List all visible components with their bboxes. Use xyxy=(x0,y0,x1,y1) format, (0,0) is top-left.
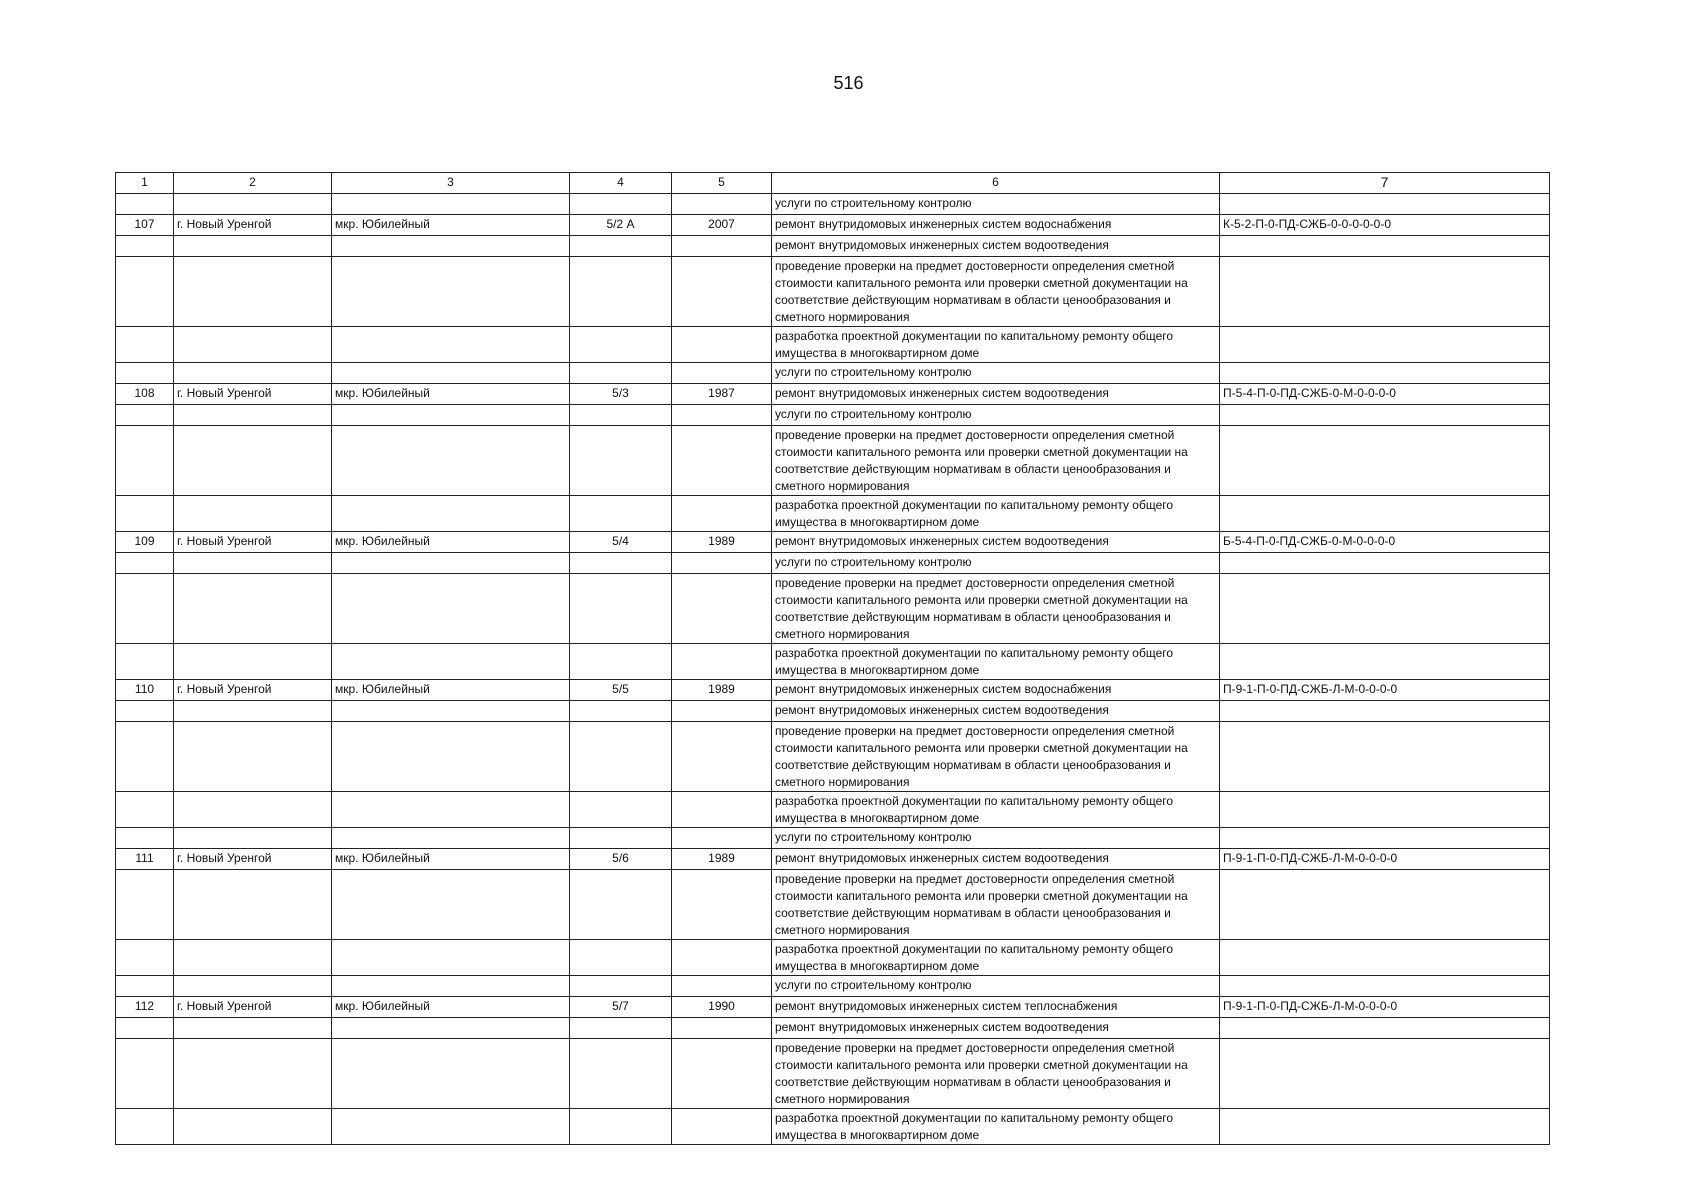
district-cell xyxy=(332,940,570,976)
table-row xyxy=(116,194,1550,215)
code-cell xyxy=(1220,792,1550,828)
table-row xyxy=(116,363,1550,384)
table-body xyxy=(116,194,1550,1145)
house-number-cell xyxy=(570,553,672,574)
code-cell xyxy=(1220,940,1550,976)
page-number: 516 xyxy=(833,73,864,93)
district-cell xyxy=(332,1039,570,1109)
column-header: 2 xyxy=(174,173,332,194)
house-number-cell: 5/6 xyxy=(570,849,672,870)
year-cell: 2007 xyxy=(672,215,772,236)
year-cell xyxy=(672,426,772,496)
code-cell: П-5-4-П-0-ПД-СЖБ-0-М-0-0-0-0 xyxy=(1220,384,1550,405)
code-cell xyxy=(1220,553,1550,574)
work-type-cell: услуги по строительному контролю xyxy=(772,363,1220,384)
code-cell: П-9-1-П-0-ПД-СЖБ-Л-М-0-0-0-0 xyxy=(1220,997,1550,1018)
row-number-cell xyxy=(116,1109,174,1145)
row-number-cell xyxy=(116,405,174,426)
code-cell xyxy=(1220,1109,1550,1145)
table-row xyxy=(116,1018,1550,1039)
year-cell: 1989 xyxy=(672,849,772,870)
district-cell: мкр. Юбилейный xyxy=(332,849,570,870)
row-number-cell xyxy=(116,792,174,828)
code-cell xyxy=(1220,327,1550,363)
city-cell xyxy=(174,644,332,680)
work-type-cell: разработка проектной документации по капитальному ремонту общего имущества в многоквартирном доме xyxy=(772,940,1220,976)
row-number-cell xyxy=(116,940,174,976)
house-number-cell xyxy=(570,1109,672,1145)
house-number-cell xyxy=(570,194,672,215)
row-number-cell: 110 xyxy=(116,680,174,701)
row-number-cell xyxy=(116,553,174,574)
work-type-cell: ремонт внутридомовых инженерных систем водоснабжения xyxy=(772,215,1220,236)
city-cell xyxy=(174,1109,332,1145)
year-cell xyxy=(672,574,772,644)
work-type-cell: разработка проектной документации по капитальному ремонту общего имущества в многоквартирном доме xyxy=(772,644,1220,680)
district-cell xyxy=(332,496,570,532)
house-number-cell xyxy=(570,426,672,496)
row-number-cell xyxy=(116,644,174,680)
table-row xyxy=(116,976,1550,997)
house-number-cell: 5/5 xyxy=(570,680,672,701)
table-row xyxy=(116,257,1550,327)
year-cell: 1989 xyxy=(672,532,772,553)
house-number-cell xyxy=(570,644,672,680)
table-row xyxy=(116,384,1550,405)
code-cell xyxy=(1220,426,1550,496)
table-row xyxy=(116,496,1550,532)
district-cell xyxy=(332,792,570,828)
code-cell xyxy=(1220,257,1550,327)
row-number-cell: 112 xyxy=(116,997,174,1018)
row-number-cell xyxy=(116,828,174,849)
work-type-cell: ремонт внутридомовых инженерных систем теплоснабжения xyxy=(772,997,1220,1018)
district-cell xyxy=(332,644,570,680)
code-cell: П-9-1-П-0-ПД-СЖБ-Л-М-0-0-0-0 xyxy=(1220,680,1550,701)
city-cell xyxy=(174,976,332,997)
city-cell xyxy=(174,574,332,644)
work-type-cell: разработка проектной документации по капитальному ремонту общего имущества в многоквартирном доме xyxy=(772,327,1220,363)
work-type-cell: ремонт внутридомовых инженерных систем водоотведения xyxy=(772,532,1220,553)
district-cell xyxy=(332,236,570,257)
row-number-cell: 111 xyxy=(116,849,174,870)
city-cell xyxy=(174,496,332,532)
code-cell xyxy=(1220,574,1550,644)
work-type-cell: услуги по строительному контролю xyxy=(772,194,1220,215)
year-cell xyxy=(672,828,772,849)
district-cell: мкр. Юбилейный xyxy=(332,680,570,701)
district-cell: мкр. Юбилейный xyxy=(332,532,570,553)
year-cell xyxy=(672,553,772,574)
work-type-cell: ремонт внутридомовых инженерных систем водоотведения xyxy=(772,701,1220,722)
year-cell xyxy=(672,236,772,257)
district-cell xyxy=(332,553,570,574)
district-cell: мкр. Юбилейный xyxy=(332,997,570,1018)
row-number-cell xyxy=(116,870,174,940)
district-cell xyxy=(332,327,570,363)
house-number-cell xyxy=(570,701,672,722)
year-cell: 1987 xyxy=(672,384,772,405)
house-number-cell: 5/3 xyxy=(570,384,672,405)
column-header: 4 xyxy=(570,173,672,194)
year-cell xyxy=(672,792,772,828)
table-row xyxy=(116,426,1550,496)
house-number-cell xyxy=(570,327,672,363)
column-header: 6 xyxy=(772,173,1220,194)
column-header: 7 xyxy=(1220,173,1550,194)
city-cell: г. Новый Уренгой xyxy=(174,532,332,553)
row-number-cell: 108 xyxy=(116,384,174,405)
work-type-cell: ремонт внутридомовых инженерных систем водоотведения xyxy=(772,1018,1220,1039)
work-type-cell: проведение проверки на предмет достоверности определения сметной стоимости капитального ремонта или проверки сметной документации на соответствие действующим нормативам в области ценообразования и сметного нормирования xyxy=(772,870,1220,940)
code-cell xyxy=(1220,1039,1550,1109)
house-number-cell xyxy=(570,363,672,384)
year-cell xyxy=(672,363,772,384)
city-cell xyxy=(174,828,332,849)
table-row xyxy=(116,1109,1550,1145)
code-cell xyxy=(1220,405,1550,426)
house-number-cell xyxy=(570,405,672,426)
code-cell xyxy=(1220,236,1550,257)
city-cell xyxy=(174,701,332,722)
city-cell: г. Новый Уренгой xyxy=(174,849,332,870)
city-cell xyxy=(174,236,332,257)
work-type-cell: разработка проектной документации по капитальному ремонту общего имущества в многоквартирном доме xyxy=(772,792,1220,828)
row-number-cell xyxy=(116,496,174,532)
code-cell xyxy=(1220,363,1550,384)
district-cell: мкр. Юбилейный xyxy=(332,215,570,236)
work-type-cell: ремонт внутридомовых инженерных систем водоотведения xyxy=(772,384,1220,405)
table-row xyxy=(116,870,1550,940)
row-number-cell xyxy=(116,327,174,363)
table-row xyxy=(116,405,1550,426)
district-cell xyxy=(332,363,570,384)
code-cell xyxy=(1220,976,1550,997)
table-row xyxy=(116,236,1550,257)
house-number-cell xyxy=(570,236,672,257)
code-cell xyxy=(1220,194,1550,215)
table-row xyxy=(116,644,1550,680)
year-cell xyxy=(672,644,772,680)
table-row xyxy=(116,997,1550,1018)
city-cell xyxy=(174,257,332,327)
row-number-cell: 107 xyxy=(116,215,174,236)
city-cell xyxy=(174,870,332,940)
year-cell xyxy=(672,1039,772,1109)
row-number-cell xyxy=(116,722,174,792)
work-type-cell: проведение проверки на предмет достоверности определения сметной стоимости капитального ремонта или проверки сметной документации на соответствие действующим нормативам в области ценообразования и сметного нормирования xyxy=(772,257,1220,327)
table-row xyxy=(116,553,1550,574)
row-number-cell xyxy=(116,976,174,997)
house-number-cell xyxy=(570,257,672,327)
table-row xyxy=(116,532,1550,553)
city-cell xyxy=(174,405,332,426)
table-row xyxy=(116,701,1550,722)
row-number-cell xyxy=(116,194,174,215)
district-cell: мкр. Юбилейный xyxy=(332,384,570,405)
city-cell xyxy=(174,1039,332,1109)
row-number-cell xyxy=(116,1018,174,1039)
city-cell xyxy=(174,327,332,363)
table-row xyxy=(116,722,1550,792)
year-cell xyxy=(672,496,772,532)
year-cell xyxy=(672,870,772,940)
house-number-cell xyxy=(570,870,672,940)
house-number-cell xyxy=(570,1018,672,1039)
code-cell: К-5-2-П-0-ПД-СЖБ-0-0-0-0-0-0 xyxy=(1220,215,1550,236)
table-row xyxy=(116,327,1550,363)
city-cell xyxy=(174,722,332,792)
work-type-cell: услуги по строительному контролю xyxy=(772,405,1220,426)
column-header: 3 xyxy=(332,173,570,194)
row-number-cell xyxy=(116,363,174,384)
district-cell xyxy=(332,722,570,792)
year-cell xyxy=(672,940,772,976)
house-number-cell xyxy=(570,792,672,828)
work-type-cell: разработка проектной документации по капитальному ремонту общего имущества в многоквартирном доме xyxy=(772,496,1220,532)
year-cell: 1990 xyxy=(672,997,772,1018)
code-cell xyxy=(1220,870,1550,940)
work-type-cell: ремонт внутридомовых инженерных систем водоотведения xyxy=(772,849,1220,870)
district-cell xyxy=(332,426,570,496)
house-number-cell xyxy=(570,940,672,976)
code-cell xyxy=(1220,701,1550,722)
city-cell: г. Новый Уренгой xyxy=(174,215,332,236)
city-cell: г. Новый Уренгой xyxy=(174,680,332,701)
work-type-cell: разработка проектной документации по капитальному ремонту общего имущества в многоквартирном доме xyxy=(772,1109,1220,1145)
row-number-cell xyxy=(116,701,174,722)
city-cell: г. Новый Уренгой xyxy=(174,384,332,405)
table-row xyxy=(116,849,1550,870)
work-type-cell: проведение проверки на предмет достоверности определения сметной стоимости капитального ремонта или проверки сметной документации на соответствие действующим нормативам в области ценообразования и сметного нормирования xyxy=(772,1039,1220,1109)
house-number-cell: 5/4 xyxy=(570,532,672,553)
house-number-cell xyxy=(570,1039,672,1109)
year-cell xyxy=(672,194,772,215)
district-cell xyxy=(332,870,570,940)
table-row xyxy=(116,215,1550,236)
work-type-cell: проведение проверки на предмет достоверности определения сметной стоимости капитального ремонта или проверки сметной документации на соответствие действующим нормативам в области ценообразования и сметного нормирования xyxy=(772,426,1220,496)
city-cell: г. Новый Уренгой xyxy=(174,997,332,1018)
year-cell xyxy=(672,405,772,426)
work-type-cell: услуги по строительному контролю xyxy=(772,553,1220,574)
table-row xyxy=(116,940,1550,976)
header-row xyxy=(116,173,1550,194)
work-type-cell: услуги по строительному контролю xyxy=(772,976,1220,997)
table-row xyxy=(116,574,1550,644)
work-type-cell: услуги по строительному контролю xyxy=(772,828,1220,849)
district-cell xyxy=(332,574,570,644)
code-cell xyxy=(1220,722,1550,792)
row-number-cell xyxy=(116,1039,174,1109)
district-cell xyxy=(332,194,570,215)
column-header: 1 xyxy=(116,173,174,194)
house-number-cell: 5/7 xyxy=(570,997,672,1018)
column-header: 5 xyxy=(672,173,772,194)
house-number-cell xyxy=(570,976,672,997)
code-cell xyxy=(1220,1018,1550,1039)
city-cell xyxy=(174,1018,332,1039)
code-cell xyxy=(1220,496,1550,532)
year-cell xyxy=(672,1018,772,1039)
code-cell: П-9-1-П-0-ПД-СЖБ-Л-М-0-0-0-0 xyxy=(1220,849,1550,870)
work-type-cell: проведение проверки на предмет достоверности определения сметной стоимости капитального ремонта или проверки сметной документации на соответствие действующим нормативам в области ценообразования и сметного нормирования xyxy=(772,722,1220,792)
city-cell xyxy=(174,363,332,384)
district-cell xyxy=(332,828,570,849)
code-cell: Б-5-4-П-0-ПД-СЖБ-0-М-0-0-0-0 xyxy=(1220,532,1550,553)
row-number-cell xyxy=(116,236,174,257)
house-number-cell xyxy=(570,574,672,644)
district-cell xyxy=(332,1018,570,1039)
year-cell xyxy=(672,327,772,363)
work-type-cell: ремонт внутридомовых инженерных систем водоотведения xyxy=(772,236,1220,257)
year-cell xyxy=(672,722,772,792)
year-cell xyxy=(672,257,772,327)
table-row xyxy=(116,680,1550,701)
house-number-cell xyxy=(570,722,672,792)
house-number-cell xyxy=(570,828,672,849)
code-cell xyxy=(1220,828,1550,849)
district-cell xyxy=(332,1109,570,1145)
city-cell xyxy=(174,792,332,828)
year-cell xyxy=(672,976,772,997)
work-type-cell: ремонт внутридомовых инженерных систем водоснабжения xyxy=(772,680,1220,701)
row-number-cell xyxy=(116,426,174,496)
table-row xyxy=(116,828,1550,849)
city-cell xyxy=(174,940,332,976)
work-type-cell: проведение проверки на предмет достоверности определения сметной стоимости капитального ремонта или проверки сметной документации на соответствие действующим нормативам в области ценообразования и сметного нормирования xyxy=(772,574,1220,644)
house-number-cell: 5/2 А xyxy=(570,215,672,236)
works-table xyxy=(115,172,1550,1145)
year-cell xyxy=(672,1109,772,1145)
row-number-cell: 109 xyxy=(116,532,174,553)
row-number-cell xyxy=(116,574,174,644)
district-cell xyxy=(332,405,570,426)
table-row xyxy=(116,1039,1550,1109)
house-number-cell xyxy=(570,496,672,532)
table-row xyxy=(116,792,1550,828)
city-cell xyxy=(174,553,332,574)
code-cell xyxy=(1220,644,1550,680)
city-cell xyxy=(174,194,332,215)
year-cell xyxy=(672,701,772,722)
row-number-cell xyxy=(116,257,174,327)
year-cell: 1989 xyxy=(672,680,772,701)
district-cell xyxy=(332,257,570,327)
district-cell xyxy=(332,701,570,722)
city-cell xyxy=(174,426,332,496)
district-cell xyxy=(332,976,570,997)
